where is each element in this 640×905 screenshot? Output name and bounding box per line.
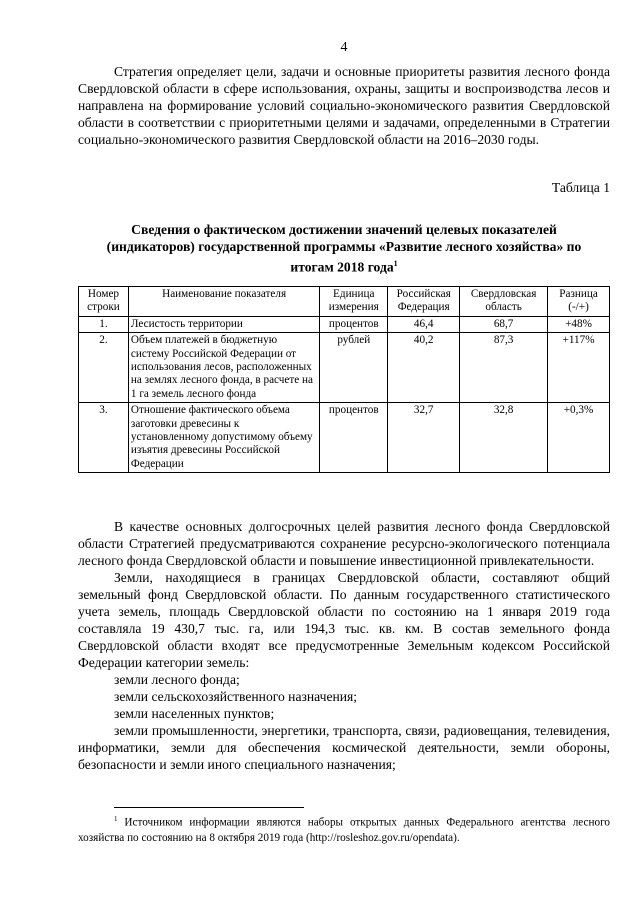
table-row — [79, 333, 610, 403]
body-text — [78, 518, 610, 773]
table-header-row — [79, 287, 610, 317]
header-so: Свердловская область — [460, 287, 548, 317]
cell-name: Объем платежей в бюджетную систему Российской Федерации от использования лесов, расположенных на землях лесного фонда, в расчете на 1 га земель лесного фонда — [128, 333, 319, 403]
paragraph-goals: В качестве основных долгосрочных целей развития лесного фонда Свердловской области Стратегией предусматриваются сохранение ресурсно-экологического потенциала лесного фонда Свердловской области и повышение инвестиционной привлекательности. — [78, 519, 610, 568]
footnote-mark: 1 — [114, 815, 118, 823]
table-row — [79, 403, 610, 473]
header-diff: Разница (-/+) — [548, 287, 610, 317]
list-item: земли сельскохозяйственного назначения; — [114, 689, 358, 704]
table-caption: Таблица 1 — [551, 180, 610, 195]
cell-num: 1. — [79, 316, 129, 332]
paragraph-land-fund: Земли, находящиеся в границах Свердловской области, составляют общий земельный фонд Свердловской области. По данным государственного статистического учета земель, площадь Свердловской области по состоянию на 1 января 2019 года составляла 19 430,7 тыс. га, или 194,3 тыс. кв. км. В состав земельного фонда Свердловской области входят все предусмотренные Земельным кодексом Российской Федерации категории земель: — [78, 570, 610, 670]
cell-diff: +117% — [548, 333, 610, 403]
list-item: земли населенных пунктов; — [114, 706, 275, 721]
cell-diff: +48% — [548, 316, 610, 332]
intro-paragraph: Стратегия определяет цели, задачи и основные приоритеты развития лесного фонда Свердловской области в сфере использования, охраны, защиты и воспроизводства лесов и направлена на формирование условий социально-экономического развития Свердловской области в соответствии с приоритетными целями и задачами, определенными в Стратегии социально-экономического развития Свердловской области на 2016–2030 годы. — [78, 64, 610, 147]
indicators-table — [78, 286, 610, 473]
cell-so: 87,3 — [460, 333, 548, 403]
table-row — [79, 316, 610, 332]
header-unit: Единица измерения — [320, 287, 388, 317]
cell-rf: 32,7 — [388, 403, 460, 473]
intro-section — [78, 63, 610, 148]
cell-num: 3. — [79, 403, 129, 473]
table-title — [88, 221, 600, 276]
table-title-text: Сведения о фактическом достижении значений целевых показателей (индикаторов) государственной программы «Развитие лесного хозяйства» по итогам 2018 года — [106, 222, 582, 275]
list-item: земли лесного фонда; — [114, 672, 240, 687]
list-item: земли промышленности, энергетики, транспорта, связи, радиовещания, телевидения, информатики, земли для обеспечения космической деятельности, земли обороны, безопасности и земли иного специального назначения; — [78, 723, 610, 772]
page-number: 4 — [340, 40, 348, 55]
cell-name: Лесистость территории — [128, 316, 319, 332]
footnote — [78, 812, 610, 846]
cell-unit: процентов — [320, 316, 388, 332]
cell-so: 32,8 — [460, 403, 548, 473]
cell-unit: процентов — [320, 403, 388, 473]
footnote-text: Источником информации являются наборы открытых данных Федерального агентства лесного хозяйства по состоянию на 8 октября 2019 года (http://rosleshoz.gov.ru/opendata). — [78, 816, 611, 844]
header-rf: Российская Федерация — [388, 287, 460, 317]
footnote-reference: 1 — [393, 259, 398, 268]
cell-diff: +0,3% — [548, 403, 610, 473]
cell-rf: 46,4 — [388, 316, 460, 332]
cell-so: 68,7 — [460, 316, 548, 332]
header-num: Номер строки — [79, 287, 129, 317]
footnote-separator — [114, 807, 304, 808]
cell-unit: рублей — [320, 333, 388, 403]
cell-rf: 40,2 — [388, 333, 460, 403]
header-name: Наименование показателя — [128, 287, 319, 317]
cell-num: 2. — [79, 333, 129, 403]
cell-name: Отношение фактического объема заготовки древесины к установленному допустимому объему изъятия древесины Российской Федерации — [128, 403, 319, 473]
